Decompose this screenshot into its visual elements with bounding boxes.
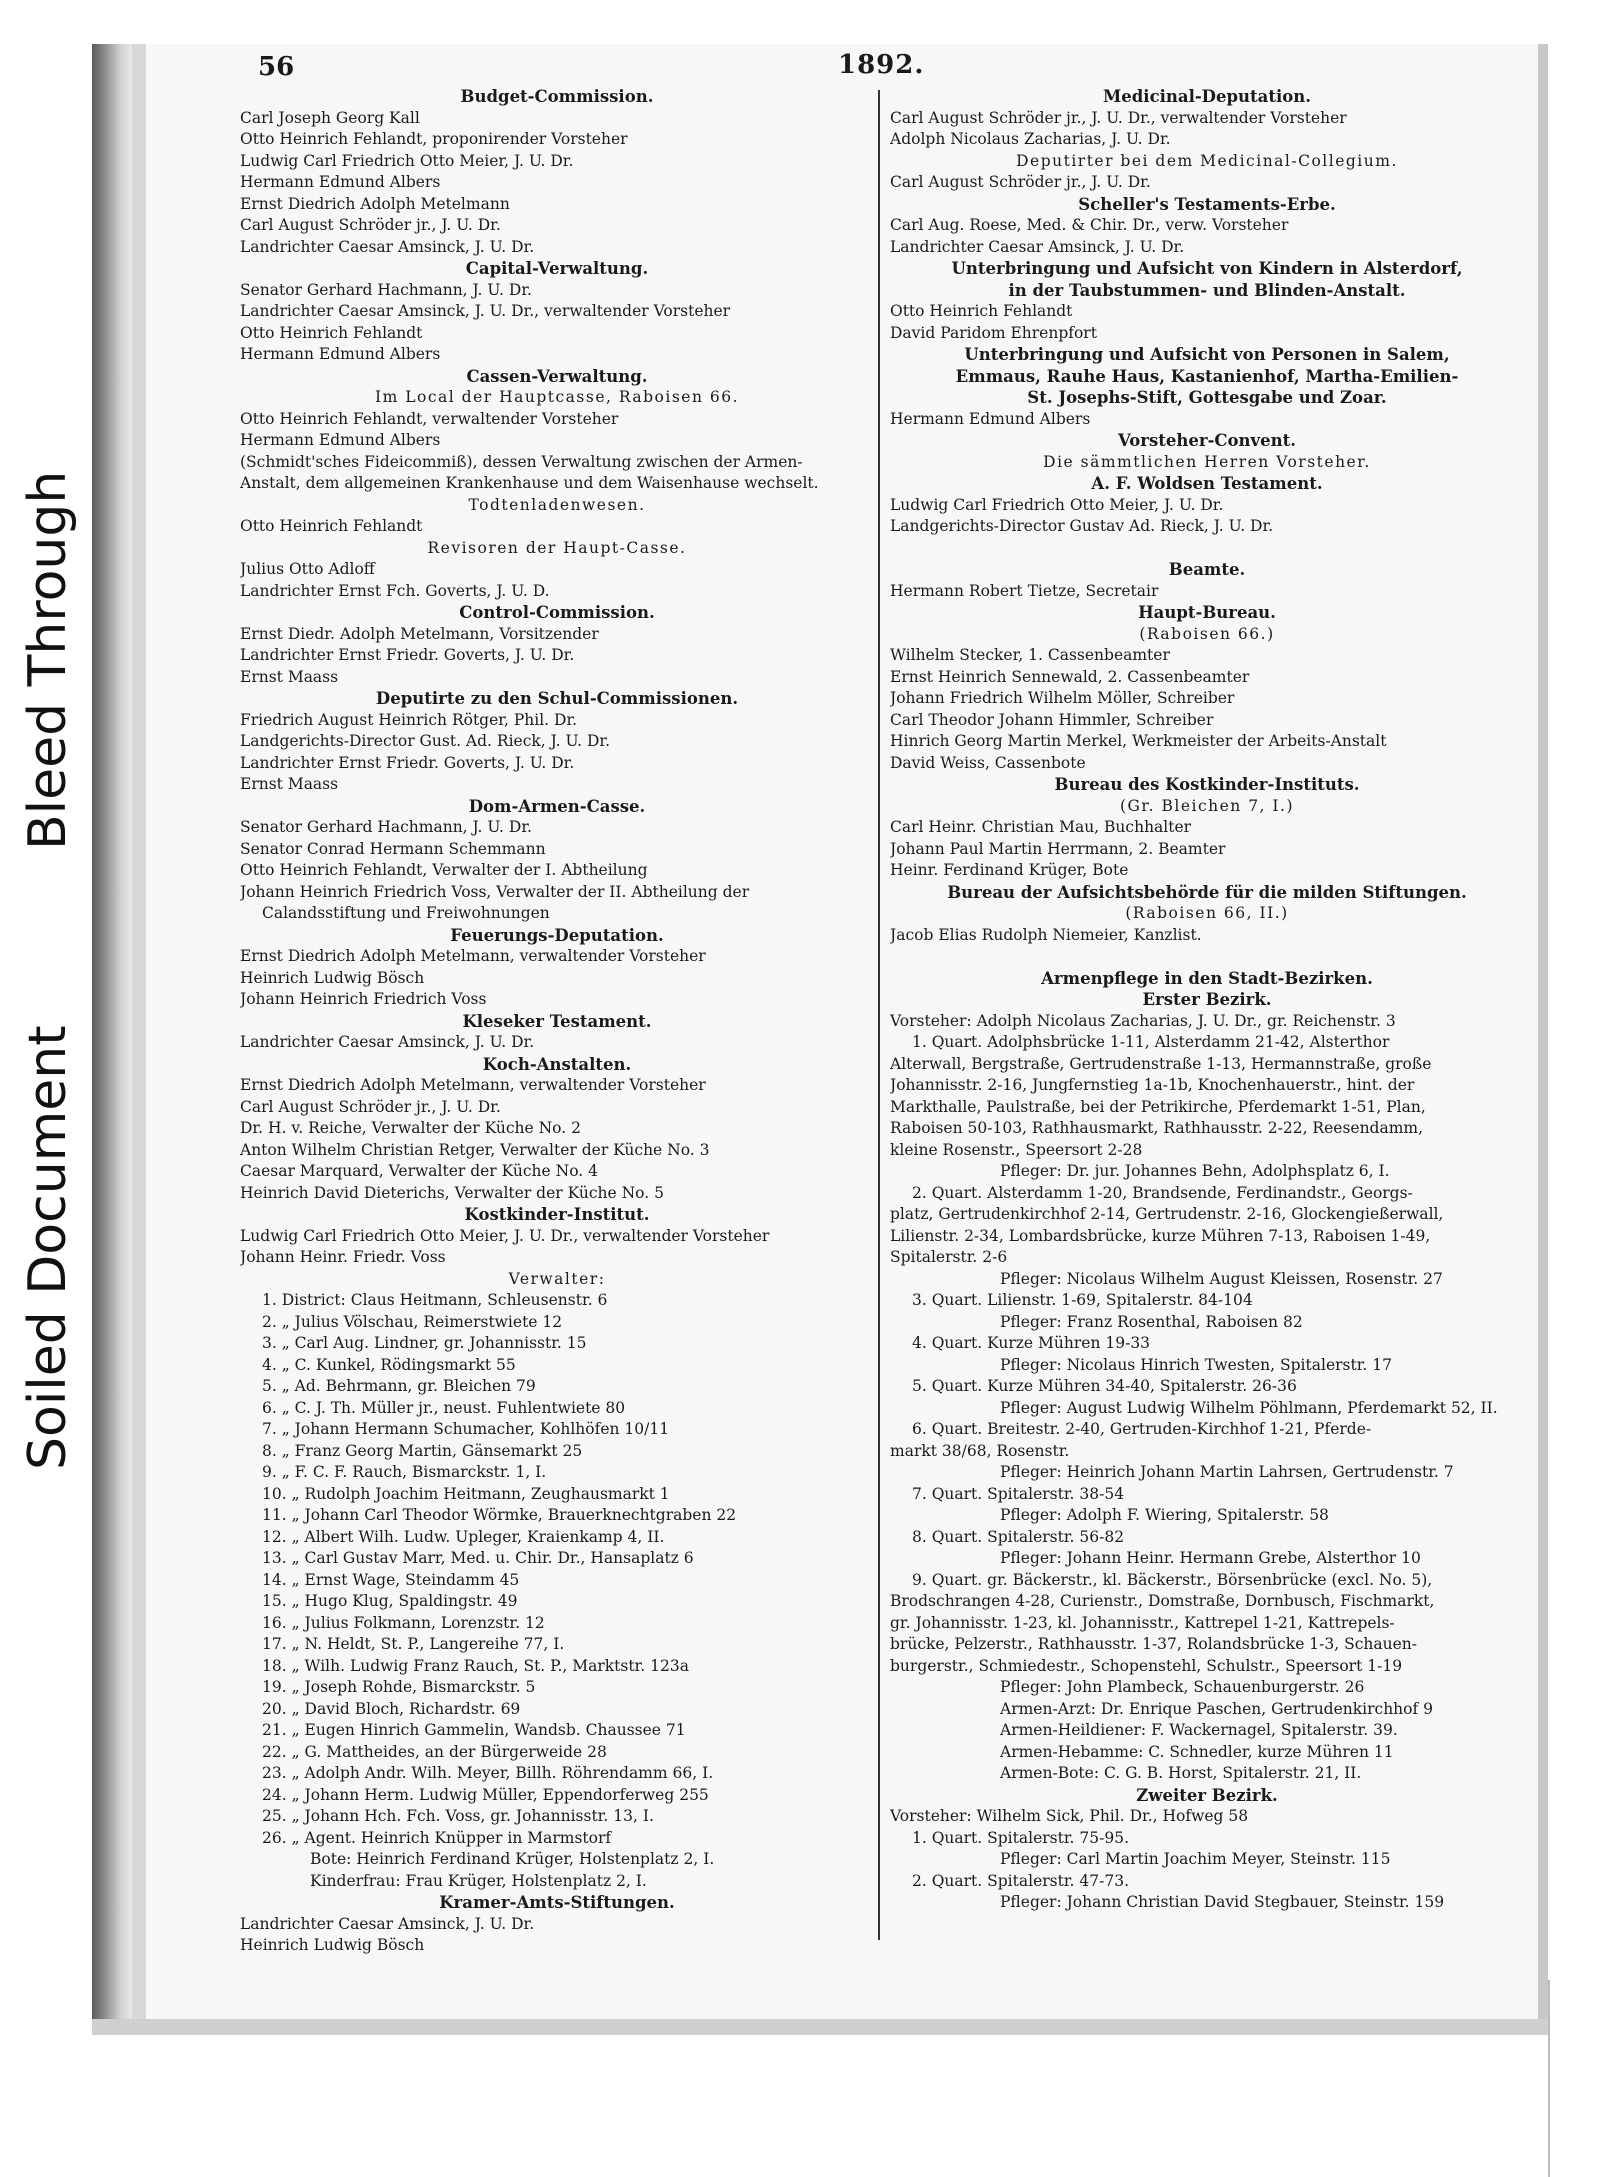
- text-line: 1. Quart. Spitalerstr. 75-95.: [912, 1828, 1129, 1847]
- text-line: Armen-Hebamme: C. Schnedler, kurze Mühren 11: [1000, 1742, 1394, 1761]
- text-line: 6. Quart. Breitestr. 2-40, Gertruden-Kirchhof 1-21, Pferde-: [912, 1420, 1372, 1438]
- text-line: 15. „ Hugo Klug, Spaldingstr. 49: [262, 1592, 518, 1610]
- text-line: Landrichter Caesar Amsinck, J. U. Dr.: [240, 1914, 535, 1933]
- page-number: 56: [258, 52, 295, 82]
- text-line: 3. „ Carl Aug. Lindner, gr. Johannisstr. 15: [262, 1334, 587, 1352]
- text-line: (Schmidt'sches Fideicommiß), dessen Verwaltung zwischen der Armen-: [240, 452, 803, 471]
- text-line: Calandsstiftung und Freiwohnungen: [262, 904, 550, 922]
- text-line: Johann Paul Martin Herrmann, 2. Beamter: [890, 839, 1226, 858]
- text-line: Hermann Edmund Albers: [240, 173, 441, 191]
- text-line: 19. „ Joseph Rohde, Bismarckstr. 5: [262, 1678, 536, 1696]
- page-year: 1892.: [838, 50, 925, 80]
- text-line: (Raboisen 66.): [1139, 624, 1275, 643]
- text-line: Friedrich August Heinrich Rötger, Phil. Dr.: [240, 710, 578, 729]
- text-line: Hermann Edmund Albers: [890, 409, 1091, 428]
- text-line: 9. „ F. C. F. Rauch, Bismarckstr. 1, I.: [262, 1463, 547, 1481]
- section-heading: Control-Commission.: [459, 603, 655, 622]
- text-line: 14. „ Ernst Wage, Steindamm 45: [262, 1570, 520, 1589]
- text-line: Carl Theodor Johann Himmler, Schreiber: [890, 710, 1214, 729]
- text-line: burgerstr., Schmiedestr., Schopenstehl, Schulstr., Speersort 1-19: [890, 1656, 1403, 1675]
- text-line: David Weiss, Cassenbote: [890, 753, 1086, 772]
- text-line: 26. „ Agent. Heinrich Knüpper in Marmstorf: [262, 1828, 612, 1847]
- text-line: Pfleger: Nicolaus Hinrich Twesten, Spitalerstr. 17: [1000, 1355, 1392, 1374]
- text-line: 24. „ Johann Herm. Ludwig Müller, Eppendorferweg 255: [262, 1785, 709, 1804]
- text-line: 7. „ Johann Hermann Schumacher, Kohlhöfen 10/11: [262, 1420, 670, 1438]
- text-line: 1. Quart. Adolphsbrücke 1-11, Alsterdamm 21-42, Alsterthor: [912, 1033, 1390, 1051]
- text-line: Senator Gerhard Hachmann, J. U. Dr.: [240, 818, 532, 836]
- text-line: Landgerichts-Director Gust. Ad. Rieck, J. U. Dr.: [240, 732, 611, 750]
- text-line: Senator Conrad Hermann Schemmann: [240, 839, 546, 858]
- text-line: Heinrich David Dieterichs, Verwalter der Küche No. 5: [240, 1183, 664, 1202]
- text-line: Im Local der Hauptcasse, Raboisen 66.: [374, 388, 740, 406]
- text-line: 16. „ Julius Folkmann, Lorenzstr. 12: [262, 1613, 545, 1632]
- text-line: 2. Quart. Alsterdamm 1-20, Brandsende, Ferdinandstr., Georgs-: [912, 1183, 1413, 1202]
- text-line: Landrichter Caesar Amsinck, J. U. Dr.: [240, 237, 535, 256]
- text-line: Markthalle, Paulstraße, bei der Petrikirche, Pferdemarkt 1-51, Plan,: [890, 1097, 1426, 1116]
- section-heading: in der Taubstummen- und Blinden-Anstalt.: [1008, 280, 1406, 300]
- text-line: Die sämmtlichen Herren Vorsteher.: [1043, 452, 1371, 471]
- text-line: Pfleger: Heinrich Johann Martin Lahrsen, Gertrudenstr. 7: [1000, 1463, 1454, 1481]
- section-heading: Zweiter Bezirk.: [1136, 1785, 1278, 1805]
- text-line: Ernst Maass: [240, 775, 339, 793]
- text-line: Johann Heinrich Friedrich Voss: [240, 990, 487, 1008]
- section-heading: Dom-Armen-Casse.: [468, 796, 646, 816]
- text-line: Ernst Diedr. Adolph Metelmann, Vorsitzender: [240, 624, 599, 643]
- text-line: Armen-Bote: C. G. B. Horst, Spitalerstr. 21, II.: [1000, 1764, 1362, 1782]
- soiled-document-label: Soiled Document: [18, 1025, 78, 1470]
- text-line: Carl August Schröder jr., J. U. Dr.: [240, 1097, 501, 1116]
- text-line: Ernst Diedrich Adolph Metelmann, verwaltender Vorsteher: [240, 947, 706, 965]
- book-binding: [92, 44, 132, 2034]
- text-line: [890, 538, 1524, 560]
- text-line: Brodschrangen 4-28, Curienstr., Domstraße, Dornbusch, Fischmarkt,: [890, 1592, 1435, 1610]
- text-line: 5. „ Ad. Behrmann, gr. Bleichen 79: [262, 1377, 536, 1395]
- text-line: Pfleger: Franz Rosenthal, Raboisen 82: [1000, 1312, 1303, 1331]
- text-line: Vorsteher: Wilhelm Sick, Phil. Dr., Hofweg 58: [890, 1807, 1249, 1825]
- text-line: Ernst Diedrich Adolph Metelmann, verwaltender Vorsteher: [240, 1076, 706, 1094]
- text-line: Landrichter Ernst Friedr. Goverts, J. U. Dr.: [240, 753, 575, 772]
- text-line: Hinrich Georg Martin Merkel, Werkmeister der Arbeits-Anstalt: [890, 732, 1387, 750]
- section-heading: Beamte.: [1168, 560, 1246, 579]
- section-heading: Feuerungs-Deputation.: [450, 925, 664, 945]
- text-line: Carl August Schröder jr., J. U. Dr.: [240, 216, 501, 234]
- text-line: Otto Heinrich Fehlandt: [890, 302, 1073, 320]
- text-line: Carl August Schröder jr., J. U. Dr.: [890, 173, 1151, 191]
- text-line: 7. Quart. Spitalerstr. 38-54: [912, 1484, 1125, 1503]
- section-heading: Kleseker Testament.: [462, 1011, 652, 1031]
- text-line: [890, 946, 1524, 968]
- text-line: 8. Quart. Spitalerstr. 56-82: [912, 1527, 1125, 1546]
- text-line: Landgerichts-Director Gustav Ad. Rieck, J. U. Dr.: [890, 517, 1274, 535]
- left-column: [240, 86, 874, 1957]
- section-heading: Erster Bezirk.: [1142, 990, 1272, 1009]
- text-line: (Raboisen 66, II.): [1125, 904, 1289, 922]
- text-line: Otto Heinrich Fehlandt: [240, 323, 423, 342]
- text-line: Pfleger: Johann Heinr. Hermann Grebe, Alsterthor 10: [1000, 1549, 1421, 1567]
- text-line: 21. „ Eugen Hinrich Gammelin, Wandsb. Chaussee 71: [262, 1721, 686, 1739]
- text-line: Dr. H. v. Reiche, Verwalter der Küche No. 2: [240, 1119, 581, 1137]
- text-line: Otto Heinrich Fehlandt, proponirender Vorsteher: [240, 130, 628, 148]
- section-heading: Budget-Commission.: [460, 87, 654, 106]
- text-line: Johann Friedrich Wilhelm Möller, Schreiber: [890, 689, 1235, 707]
- text-line: Heinr. Ferdinand Krüger, Bote: [890, 861, 1129, 879]
- text-line: Johann Heinrich Friedrich Voss, Verwalter der II. Abtheilung der: [240, 882, 750, 901]
- text-line: Landrichter Ernst Friedr. Goverts, J. U. Dr.: [240, 646, 575, 664]
- text-line: Pfleger: Adolph F. Wiering, Spitalerstr. 58: [1000, 1506, 1329, 1524]
- text-line: 17. „ N. Heldt, St. P., Langereihe 77, I.: [262, 1635, 565, 1653]
- text-line: Carl Joseph Georg Kall: [240, 108, 420, 127]
- section-heading: Unterbringung und Aufsicht von Personen in Salem,: [964, 345, 1450, 364]
- text-line: Landrichter Caesar Amsinck, J. U. Dr.: [240, 1033, 535, 1051]
- text-line: 20. „ David Bloch, Richardstr. 69: [262, 1699, 521, 1718]
- section-heading: Haupt-Bureau.: [1138, 603, 1276, 622]
- text-line: Wilhelm Stecker, 1. Cassenbeamter: [890, 646, 1170, 664]
- text-line: Carl August Schröder jr., J. U. Dr., verwaltender Vorsteher: [890, 108, 1347, 127]
- text-line: 5. Quart. Kurze Mühren 34-40, Spitalerstr. 26-36: [912, 1377, 1297, 1395]
- text-line: 8. „ Franz Georg Martin, Gänsemarkt 25: [262, 1441, 583, 1460]
- section-heading: Bureau der Aufsichtsbehörde für die milden Stiftungen.: [947, 882, 1467, 902]
- section-heading: A. F. Woldsen Testament.: [1091, 474, 1323, 493]
- section-heading: Armenpflege in den Stadt-Bezirken.: [1041, 968, 1373, 988]
- section-heading: Scheller's Testaments-Erbe.: [1078, 194, 1336, 214]
- text-line: kleine Rosenstr., Speersort 2-28: [890, 1140, 1143, 1159]
- text-line: Otto Heinrich Fehlandt, verwaltender Vorsteher: [240, 409, 619, 428]
- bleed-through-label: Bleed Through: [18, 470, 78, 850]
- page-bottom-edge: [92, 2019, 1548, 2035]
- text-line: platz, Gertrudenkirchhof 2-14, Gertrudenstr. 2-16, Glockengießerwall,: [890, 1205, 1444, 1223]
- text-line: brücke, Pelzerstr., Rathhausstr. 1-37, Rolandsbrücke 1-3, Schauen-: [890, 1635, 1418, 1653]
- text-line: markt 38/68, Rosenstr.: [890, 1441, 1070, 1460]
- text-line: 11. „ Johann Carl Theodor Wörmke, Brauerknechtgraben 22: [262, 1506, 737, 1524]
- text-line: 10. „ Rudolph Joachim Heitmann, Zeughausmarkt 1: [262, 1484, 670, 1503]
- text-line: Pfleger: August Ludwig Wilhelm Pöhlmann, Pferdemarkt 52, II.: [1000, 1398, 1498, 1417]
- text-line: Bote: Heinrich Ferdinand Krüger, Holstenplatz 2, I.: [310, 1850, 715, 1868]
- text-line: 22. „ G. Mattheides, an der Bürgerweide 28: [262, 1742, 607, 1761]
- text-line: Spitalerstr. 2-6: [890, 1248, 1008, 1266]
- text-line: Hermann Edmund Albers: [240, 431, 441, 449]
- text-line: Pfleger: Dr. jur. Johannes Behn, Adolphsplatz 6, I.: [1000, 1162, 1390, 1180]
- section-heading: Kostkinder-Institut.: [464, 1205, 650, 1224]
- text-line: Pfleger: Carl Martin Joachim Meyer, Steinstr. 115: [1000, 1850, 1391, 1868]
- text-line: Heinrich Ludwig Bösch: [240, 1936, 425, 1954]
- section-heading: Deputirte zu den Schul-Commissionen.: [375, 689, 739, 708]
- text-line: 9. Quart. gr. Bäckerstr., kl. Bäckerstr., Börsenbrücke (excl. No. 5),: [912, 1570, 1433, 1589]
- text-line: 6. „ C. J. Th. Müller jr., neust. Fuhlentwiete 80: [262, 1398, 626, 1417]
- text-line: Jacob Elias Rudolph Niemeier, Kanzlist.: [890, 925, 1202, 944]
- text-line: Pfleger: Johann Christian David Stegbauer, Steinstr. 159: [1000, 1893, 1445, 1911]
- text-line: Otto Heinrich Fehlandt, Verwalter der I. Abtheilung: [240, 861, 648, 879]
- text-line: 25. „ Johann Hch. Fch. Voss, gr. Johannisstr. 13, I.: [262, 1807, 654, 1825]
- text-line: Landrichter Caesar Amsinck, J. U. Dr.: [890, 237, 1185, 256]
- text-line: Todtenladenwesen.: [468, 495, 646, 514]
- text-line: Caesar Marquard, Verwalter der Küche No. 4: [240, 1162, 598, 1180]
- text-line: Anton Wilhelm Christian Retger, Verwalter der Küche No. 3: [240, 1140, 710, 1159]
- text-line: Deputirter bei dem Medicinal-Collegium.: [1016, 151, 1398, 170]
- section-heading: Medicinal-Deputation.: [1103, 87, 1311, 106]
- text-line: Hermann Edmund Albers: [240, 345, 441, 363]
- text-line: Verwalter:: [508, 1269, 606, 1288]
- text-line: 2. „ Julius Völschau, Reimerstwiete 12: [262, 1312, 563, 1331]
- right-column: [890, 86, 1524, 1914]
- text-line: Raboisen 50-103, Rathhausmarkt, Rathhausstr. 2-22, Reesendamm,: [890, 1119, 1424, 1137]
- text-line: Senator Gerhard Hachmann, J. U. Dr.: [240, 280, 532, 299]
- text-line: Julius Otto Adloff: [240, 560, 375, 578]
- section-heading: Emmaus, Rauhe Haus, Kastanienhof, Martha-Emilien-: [955, 366, 1459, 386]
- page-edge: [1538, 44, 1548, 2034]
- text-line: Landrichter Ernst Fch. Goverts, J. U. D.: [240, 581, 550, 600]
- text-line: Lilienstr. 2-34, Lombardsbrücke, kurze Mühren 7-13, Raboisen 1-49,: [890, 1226, 1431, 1245]
- text-line: Johannisstr. 2-16, Jungfernstieg 1a-1b, Knochenhauerstr., hint. der: [890, 1076, 1415, 1094]
- text-line: 3. Quart. Lilienstr. 1-69, Spitalerstr. 84-104: [912, 1291, 1253, 1309]
- section-heading: Cassen-Verwaltung.: [466, 366, 648, 386]
- text-line: Carl Aug. Roese, Med. & Chir. Dr., verw. Vorsteher: [890, 216, 1289, 234]
- text-line: Hermann Robert Tietze, Secretair: [890, 581, 1159, 600]
- book-binding-inner: [132, 44, 146, 2034]
- text-line: 2. Quart. Spitalerstr. 47-73.: [912, 1871, 1129, 1890]
- text-line: Anstalt, dem allgemeinen Krankenhause und dem Waisenhause wechselt.: [240, 474, 819, 492]
- text-line: Otto Heinrich Fehlandt: [240, 517, 423, 535]
- section-heading: Unterbringung und Aufsicht von Kindern in Alsterdorf,: [951, 259, 1463, 278]
- text-line: Armen-Heildiener: F. Wackernagel, Spitalerstr. 39.: [1000, 1721, 1398, 1739]
- section-heading: Kramer-Amts-Stiftungen.: [439, 1893, 675, 1912]
- section-heading: Koch-Anstalten.: [482, 1054, 632, 1074]
- section-heading: Capital-Verwaltung.: [465, 259, 649, 278]
- text-line: 18. „ Wilh. Ludwig Franz Rauch, St. P., Marktstr. 123a: [262, 1656, 689, 1675]
- stamp-labels: [18, 260, 88, 1480]
- text-line: 12. „ Albert Wilh. Ludw. Upleger, Kraienkamp 4, II.: [262, 1527, 665, 1546]
- text-line: Ludwig Carl Friedrich Otto Meier, J. U. Dr.: [890, 495, 1224, 514]
- text-line: 4. „ C. Kunkel, Rödingsmarkt 55: [262, 1355, 516, 1374]
- text-line: 13. „ Carl Gustav Marr, Med. u. Chir. Dr., Hansaplatz 6: [262, 1549, 694, 1567]
- text-line: 4. Quart. Kurze Mühren 19-33: [912, 1334, 1151, 1352]
- column-divider: [878, 90, 880, 1940]
- text-line: Carl Heinr. Christian Mau, Buchhalter: [890, 818, 1192, 836]
- text-line: Landrichter Caesar Amsinck, J. U. Dr., verwaltender Vorsteher: [240, 302, 731, 320]
- text-line: Ernst Diedrich Adolph Metelmann: [240, 194, 510, 213]
- section-heading: St. Josephs-Stift, Gottesgabe und Zoar.: [1027, 388, 1387, 407]
- section-heading: Bureau des Kostkinder-Instituts.: [1054, 775, 1360, 794]
- text-line: Pfleger: Nicolaus Wilhelm August Kleissen, Rosenstr. 27: [1000, 1269, 1443, 1288]
- text-line: Heinrich Ludwig Bösch: [240, 968, 425, 987]
- page-corner: [1548, 1980, 1600, 2177]
- text-line: 23. „ Adolph Andr. Wilh. Meyer, Billh. Röhrendamm 66, I.: [262, 1764, 714, 1782]
- section-heading: Vorsteher-Convent.: [1117, 431, 1296, 450]
- text-line: 1. District: Claus Heitmann, Schleusenstr. 6: [262, 1291, 608, 1309]
- text-line: Ludwig Carl Friedrich Otto Meier, J. U. Dr., verwaltender Vorsteher: [240, 1226, 770, 1245]
- text-line: Kinderfrau: Frau Krüger, Holstenplatz 2, I.: [310, 1871, 647, 1890]
- text-line: Johann Heinr. Friedr. Voss: [240, 1248, 446, 1266]
- text-line: Ernst Heinrich Sennewald, 2. Cassenbeamter: [890, 667, 1250, 686]
- text-line: (Gr. Bleichen 7, I.): [1119, 796, 1295, 815]
- text-line: Ernst Maass: [240, 667, 339, 686]
- text-line: Armen-Arzt: Dr. Enrique Paschen, Gertrudenkirchhof 9: [1000, 1699, 1434, 1718]
- text-line: Vorsteher: Adolph Nicolaus Zacharias, J. U. Dr., gr. Reichenstr. 3: [890, 1011, 1396, 1030]
- archive-stamp: [0, 0, 92, 1510]
- text-line: Pfleger: John Plambeck, Schauenburgerstr. 26: [1000, 1678, 1365, 1696]
- text-line: Revisoren der Haupt-Casse.: [427, 538, 687, 557]
- text-line: Alterwall, Bergstraße, Gertrudenstraße 1-13, Hermannstraße, große: [890, 1054, 1432, 1073]
- text-line: Adolph Nicolaus Zacharias, J. U. Dr.: [890, 130, 1171, 148]
- text-line: David Paridom Ehrenpfort: [890, 323, 1097, 342]
- text-line: gr. Johannisstr. 1-23, kl. Johannisstr., Kattrepel 1-21, Kattrepels-: [890, 1613, 1395, 1632]
- text-line: Ludwig Carl Friedrich Otto Meier, J. U. Dr.: [240, 151, 574, 170]
